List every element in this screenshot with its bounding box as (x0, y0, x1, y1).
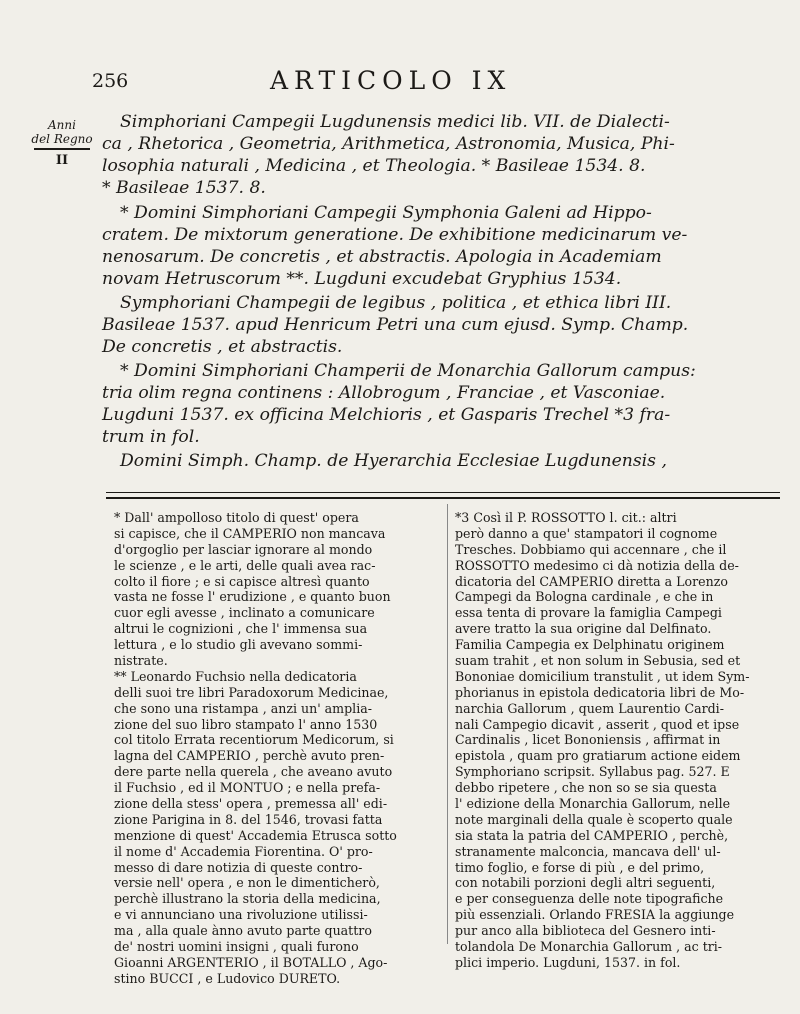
footnote-line: lettura , e lo studio gli avevano sommi- (114, 637, 363, 653)
footnote-line: dere parte nella querela , che aveano avuto (114, 764, 393, 780)
footnote-line: zione della stess' opera , premessa all' edi- (114, 796, 388, 812)
main-text-line: nenosarum. De concretis , et abstractis. Apologia in Academiam (102, 247, 662, 267)
running-title: ARTICOLO IX (270, 66, 512, 95)
margin-divider (34, 148, 90, 150)
footnote-line: si capisce, che il CAMPERIO non mancava (114, 525, 386, 541)
main-text-line: Basileae 1537. apud Henricum Petri una cum ejusd. Symp. Champ. (102, 315, 689, 335)
footnote-line: le scienze , e le arti, delle quali avea rac- (114, 557, 376, 573)
main-text-line: tria olim regna continens : Allobrogum , Franciae , et Vasconiae. (102, 383, 666, 403)
footnote-line: dicatoria del CAMPERIO diretta a Lorenzo (455, 573, 728, 589)
footnote-line: con notabili porzioni degli altri seguenti, (455, 875, 716, 891)
footnote-line: narchia Gallorum , quem Laurentio Cardi- (455, 700, 724, 716)
footnote-line: Campegi da Bologna cardinale , e che in (455, 589, 714, 605)
margin-value: II (55, 153, 69, 168)
footnote-line: zione del suo libro stampato l' anno 1530 (114, 716, 378, 732)
footnote-line: Cardinalis , licet Bononiensis , affirmat in (455, 732, 721, 748)
footnote-line: pur anco alla biblioteca del Gesnero inti- (455, 923, 716, 939)
main-text-line: De concretis , et abstractis. (102, 337, 343, 357)
margin-label-anni: Anni (48, 118, 76, 132)
footnote-line: debbo ripetere , che non so se sia questa (455, 780, 717, 796)
footnote-line: delli suoi tre libri Paradoxorum Medicinae, (114, 684, 389, 700)
footnote-rule-thick (106, 497, 780, 499)
main-text-line: ca , Rhetorica , Geometria, Arithmetica, Astronomia, Musica, Phi- (102, 134, 675, 154)
main-text-line: novam Hetruscorum **. Lugduni excudebat Gryphius 1534. (102, 269, 622, 289)
footnote-line: l' edizione della Monarchia Gallorum, nelle (455, 796, 731, 812)
footnote-line: che sono una ristampa , anzi un' amplia- (114, 700, 372, 716)
footnote-line: ROSSOTTO medesimo ci dà notizia della de- (455, 557, 739, 573)
footnote-line: Tresches. Dobbiamo qui accennare , che il (455, 541, 727, 557)
footnote-line: nali Campegio dicavit , asserit , quod et ipse (455, 716, 740, 732)
footnote-line: lagna del CAMPERIO , perchè avuto pren- (114, 748, 385, 764)
main-text-line: * Basileae 1537. 8. (102, 178, 266, 198)
margin-label-regno: del Regno (31, 132, 93, 146)
footnote-line: plici imperio. Lugduni, 1537. in fol. (455, 954, 681, 970)
footnotes-left-column (114, 510, 397, 987)
footnote-line: colto il fiore ; e si capisce altresì quanto (114, 573, 370, 589)
footnote-line: e per conseguenza delle note tipografiche (455, 891, 724, 907)
footnote-line: d'orgoglio per lasciar ignorare al mondo (114, 541, 373, 557)
footnote-line: però danno a que' stampatori il cognome (455, 525, 718, 541)
main-text-line: losophia naturali , Medicina , et Theologia. * Basileae 1534. 8. (102, 156, 646, 176)
main-text-line: trum in fol. (102, 427, 200, 447)
footnote-line: messo di dare notizia di queste contro- (114, 859, 363, 875)
footnote-line: altrui le cognizioni , che l' immensa sua (114, 621, 368, 637)
footnote-line: perchè illustrano la storia della medicina, (114, 891, 381, 907)
main-text-line: * Domini Simphoriani Champerii de Monarchia Gallorum campus: (120, 361, 696, 381)
footnote-line: avere tratto la sua origine dal Delfinato. (455, 621, 712, 637)
footnote-line: col titolo Errata recentiorum Medicorum, si (114, 732, 394, 748)
footnote-line: ** Leonardo Fuchsio nella dedicatoria (114, 668, 357, 684)
margin-note (30, 118, 94, 168)
footnote-line: suam trahit , et non solum in Sebusia, sed et (455, 653, 741, 669)
footnote-line: nistrate. (114, 653, 168, 669)
footnote-line: timo foglio, e forse di più , e del primo, (455, 859, 705, 875)
footnote-line: cuor egli avesse , inclinato a comunicare (114, 605, 375, 621)
footnote-line: Symphoriano scripsit. Syllabus pag. 527. E (455, 764, 730, 780)
main-text-line: Domini Simph. Champ. de Hyerarchia Ecclesiae Lugdunensis , (120, 451, 667, 471)
footnote-line: il Fuchsio , ed il MONTUO ; e nella prefa- (114, 780, 381, 796)
footnote-line: Gioanni ARGENTERIO , il BOTALLO , Ago- (114, 954, 388, 970)
footnotes-right-column (455, 510, 750, 971)
footnote-line: Familia Campegia ex Delphinatu originem (455, 637, 725, 653)
footnote-line: stranamente malconcia, mancava dell' ul- (455, 843, 721, 859)
footnote-line: più essenziali. Orlando FRESIA la aggiunge (455, 907, 735, 923)
footnote-line: *3 Così il P. ROSSOTTO l. cit.: altri (455, 510, 677, 525)
footnote-line: essa tenta di provare la famiglia Campegi (455, 605, 722, 621)
page-number: 256 (92, 70, 129, 92)
main-text-line: Lugduni 1537. ex officina Melchioris , et Gasparis Trechel *3 fra- (102, 405, 671, 425)
main-text-line: Simphoriani Campegii Lugdunensis medici lib. VII. de Dialecti- (120, 112, 670, 132)
main-text-line: * Domini Simphoriani Campegii Symphonia Galeni ad Hippo- (120, 203, 652, 223)
footnote-line: versie nell' opera , e non le dimenticherò, (114, 875, 380, 891)
main-text-line: Symphoriani Champegii de legibus , politica , et ethica libri III. (120, 293, 672, 313)
footnote-line: e vi annunciano una rivoluzione utilissi- (114, 907, 368, 923)
footnote-line: il nome d' Accademia Fiorentina. O' pro- (114, 843, 373, 859)
main-text-line: cratem. De mixtorum generatione. De exhibitione medicinarum ve- (102, 225, 688, 245)
footnote-line: stino BUCCI , e Ludovico DURETO. (114, 970, 341, 986)
footnote-line: note marginali della quale è scoperto quale (455, 811, 733, 827)
footnote-line: vasta ne fosse l' erudizione , e quanto buon (114, 589, 391, 605)
footnote-line: de' nostri uomini insigni , quali furono (114, 939, 359, 955)
footnote-line: Bononiae domicilium transtulit , ut idem Sym- (455, 668, 750, 684)
footnote-line: * Dall' ampolloso titolo di quest' opera (114, 510, 359, 525)
column-divider (447, 504, 448, 944)
footnote-line: tolandola De Monarchia Gallorum , ac tri- (455, 939, 723, 955)
footnote-line: epistola , quam pro gratiarum actione eidem (455, 748, 741, 764)
footnote-line: menzione di quest' Accademia Etrusca sotto (114, 827, 397, 843)
footnote-line: phorianus in epistola dedicatoria libri de Mo- (455, 684, 745, 700)
footnote-rule-thin (106, 492, 780, 493)
footnote-line: ma , alla quale ànno avuto parte quattro (114, 923, 372, 939)
footnote-line: sia stata la patria del CAMPERIO , perchè, (455, 827, 729, 843)
footnote-line: zione Parigina in 8. del 1546, trovasi fatta (114, 811, 383, 827)
